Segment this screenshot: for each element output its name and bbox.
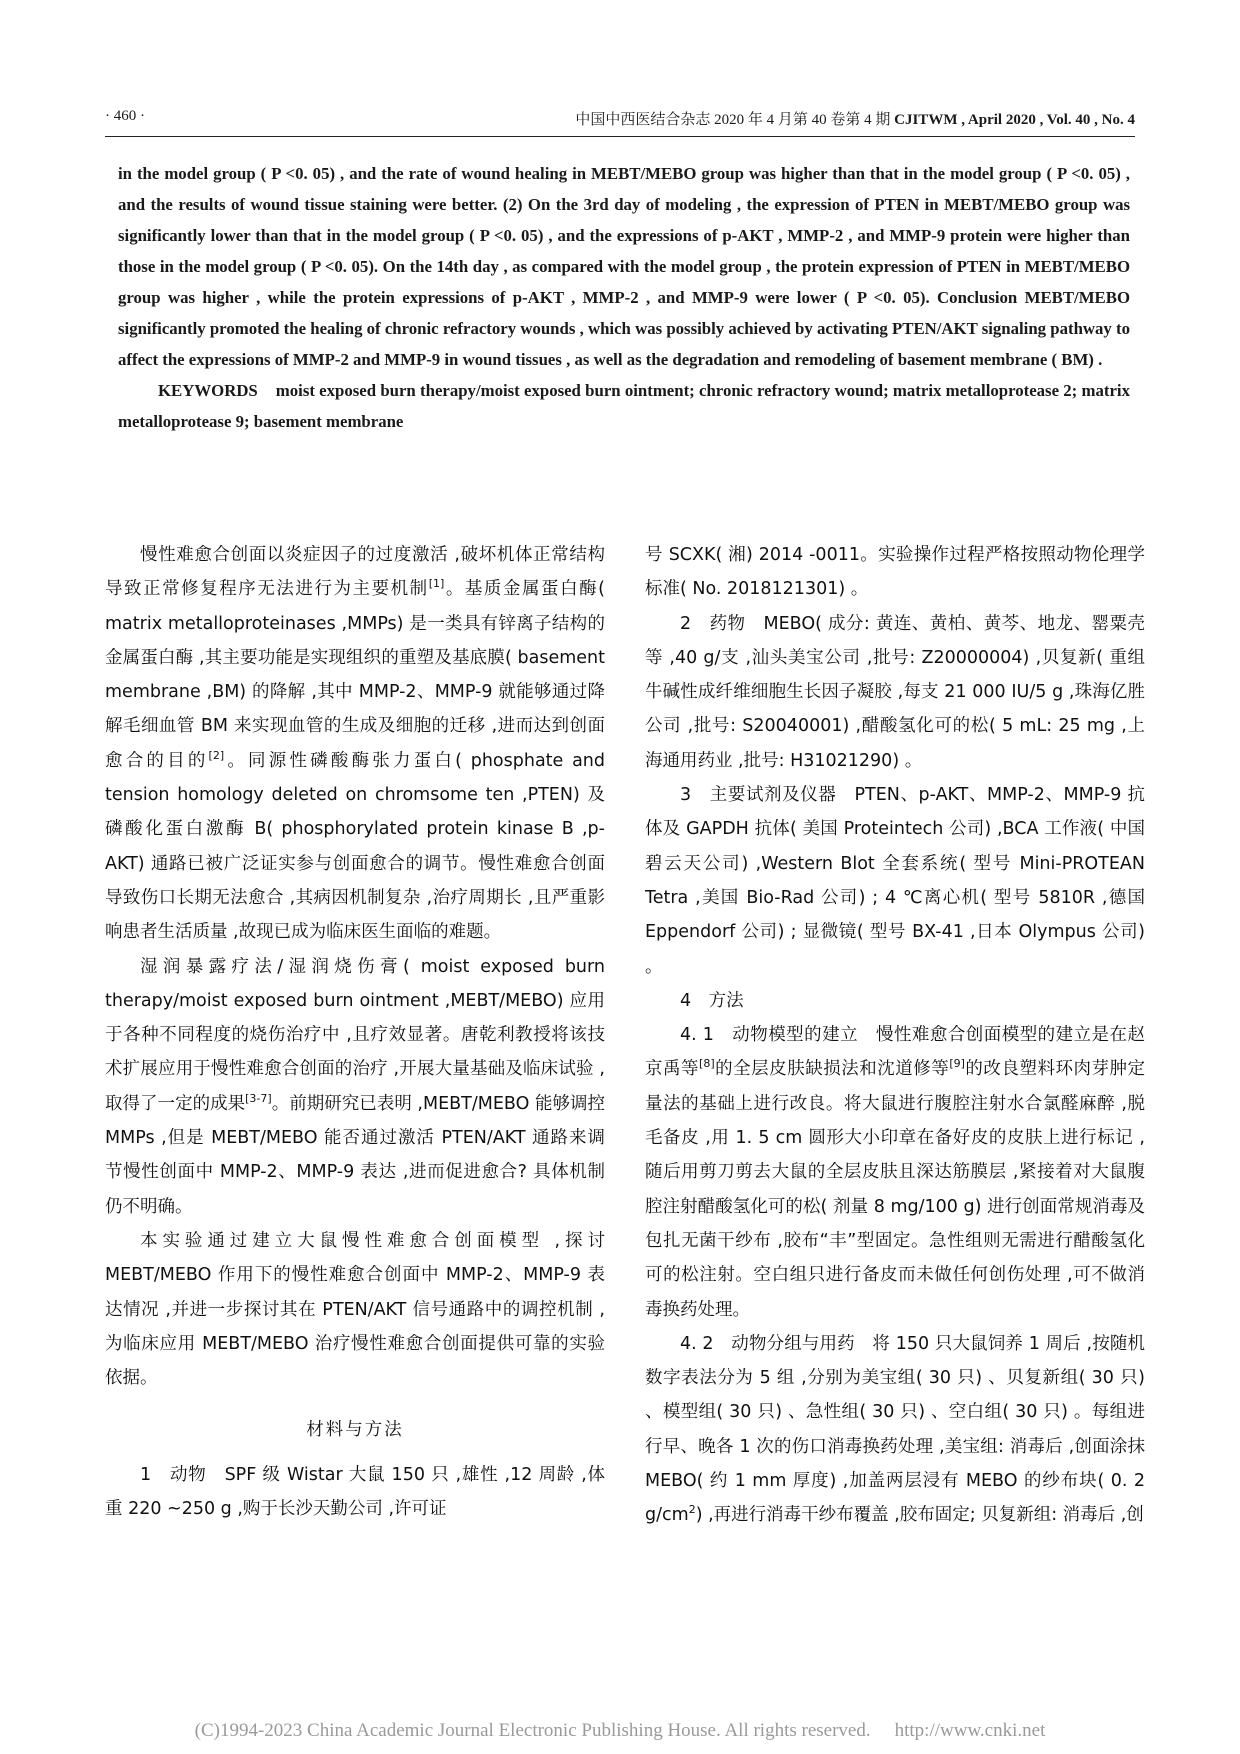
methods-drugs: 2 药物 MEBO( 成分: 黄连、黄柏、黄芩、地龙、罂粟壳等 ,40 g/支 ,汕头美宝公司 ,批号: Z20000004) ,贝复新( 重组牛碱性成纤维细胞生长因子凝胶 ,每支 21 000 IU/5 g ,珠海亿胜公司 ,批号: S20040001) ,醋酸氢化可的松( 5 mL: 25 mg ,上海通用药业 ,批号: H31021290) 。: [645, 613, 1145, 771]
intro-paragraph-1: [105, 538, 605, 950]
methods-reagents: 3 主要试剂及仪器 PTEN、p-AKT、MMP-2、MMP-9 抗体及 GAPDH 抗体( 美国 Proteintech 公司) ,BCA 工作液( 中国碧云天公司) ,Western Blot 全套系统( 型号 Mini-PROTEAN Tetra ,美国 Bio-Rad 公司) ; 4 ℃离心机( 型号 5810R ,德国 Eppendorf 公司) ; 显微镜( 型号 BX-41 ,日本 Olympus 公司) 。: [645, 785, 1145, 977]
running-header: [105, 108, 1135, 132]
citation-ref: [8]: [699, 1057, 715, 1071]
english-abstract: [118, 158, 1130, 437]
copyright-footer: [0, 1720, 1240, 1742]
citation-ref: [1]: [428, 577, 445, 591]
journal-english-citation: CJITWM , April 2020 , Vol. 40 , No. 4: [894, 112, 1135, 128]
keywords-label: KEYWORDS: [158, 381, 258, 400]
methods-text: ) ,再进行消毒干纱布覆盖 ,胶布固定; 贝复新组: 消毒后 ,创: [695, 1505, 1144, 1526]
section-title: 材料与方法: [306, 1420, 404, 1441]
methods-animals: 1 动物 SPF 级 Wistar 大鼠 150 只 ,雄性 ,12 周龄 ,体重 220 ~250 g ,购于长沙天勤公司 ,许可证: [105, 1464, 605, 1520]
intro-text: 湿润暴露疗法/湿润烧伤膏( moist exposed burn therapy/moist exposed burn ointment ,MEBT/MEBO) 应用于各种不同程度的烧伤治疗中 ,且疗效显著。唐乾利教授将该技术扩展应用于慢性难愈合创面的治疗 ,开展大量基础及临床试验 ,取得了一定的成果: [105, 956, 605, 1114]
journal-citation: [575, 108, 1135, 129]
intro-text: 。同源性磷酸酶张力蛋白( phosphate and tension homology deleted on chromsome ten ,PTEN) 及磷酸化蛋白激酶 B( phosphorylated protein kinase B ,p-AKT) 通路已被广泛证实参与创面愈合的调节。慢性难愈合创面导致伤口长期无法愈合 ,其病因机制复杂 ,治疗周期长 ,且严重影响患者生活质量 ,故现已成为临床医生面临的难题。: [105, 750, 606, 943]
citation-ref: [9]: [949, 1057, 965, 1071]
intro-text: 。基质金属蛋白酶( matrix metalloproteinases ,MMPs) 是一类具有锌离子结构的金属蛋白酶 ,其主要功能是实现组织的重塑及基底膜( basement membrane ,BM) 的降解 ,其中 MMP-2、MMP-9 就能够通过降解毛细血管 BM 来实现血管的生成及细胞的迁移 ,进而达到创面愈合的目的: [105, 579, 606, 771]
intro-paragraph-2: [105, 950, 605, 1224]
journal-chinese-title: 中国中西医结合杂志 2020 年 4 月第 40 卷第 4 期: [575, 112, 891, 128]
superscript: 2: [688, 1503, 696, 1517]
cnki-url: http://www.cnki.net: [894, 1720, 1046, 1741]
methods-animals-cont: 号 SCXK( 湘) 2014 -0011。实验操作过程严格按照动物伦理学标准( No. 2018121301) 。: [645, 545, 1145, 600]
copyright-text: (C)1994-2023 China Academic Journal Electronic Publishing House. All rights reserved.: [194, 1720, 871, 1741]
intro-text: 慢性难愈合创面以炎症因子的过度激活 ,破坏机体正常结构导致正常修复程序无法进行为主要机制: [105, 545, 605, 600]
methods-model: [645, 1018, 1145, 1327]
citation-ref: [3-7]: [245, 1091, 272, 1105]
right-column: [645, 538, 1145, 1533]
header-rule: [105, 136, 1135, 137]
left-column: [105, 538, 605, 1526]
methods-heading: 4 方法: [680, 990, 744, 1011]
citation-ref: [2]: [208, 748, 225, 762]
intro-text: 。前期研究已表明 ,MEBT/MEBO 能够调控 MMPs ,但是 MEBT/MEBO 能否通过激活 PTEN/AKT 通路来调节慢性创面中 MMP-2、MMP-9 表达 ,进而促进愈合? 具体机制仍不明确。: [105, 1093, 605, 1217]
methods-text: 的改良塑料环肉芽肿定量法的基础上进行改良。将大鼠进行腹腔注射水合氯醛麻醉 ,脱毛备皮 ,用 1. 5 cm 圆形大小印章在备好皮的皮肤上进行标记 ,随后用剪刀剪去大鼠的全层皮肤且深达筋膜层 ,紧接着对大鼠腹腔注射醋酸氢化可的松( 剂量 8 mg/100 g) 进行创面常规消毒及包扎无菌干纱布 ,胶布“丰”型固定。急性组则无需进行醋酸氢化可的松注射。空白组只进行备皮而未做任何创伤处理 ,可不做消毒换药处理。: [645, 1059, 1146, 1320]
methods-text: 4. 2 动物分组与用药 将 150 只大鼠饲养 1 周后 ,按随机数字表法分为 5 组 ,分别为美宝组( 30 只) 、贝复新组( 30 只) 、模型组( 30 只) 、急性组( 30 只) 、空白组( 30 只) 。每组进行早、晚各 1 次的伤口消毒换药处理 ,美宝组: 消毒后 ,创面涂抹 MEBO( 约 1 mm 厚度) ,加盖两层浸有 MEBO 的纱布块( 0. 2 g/cm: [645, 1333, 1145, 1526]
page-number: · 460 ·: [105, 108, 145, 124]
methods-grouping: [645, 1327, 1145, 1533]
keywords: [118, 375, 1130, 437]
methods-text: 的全层皮肤缺损法和沈道修等: [714, 1059, 950, 1080]
intro-paragraph-3: 本实验通过建立大鼠慢性难愈合创面模型 ,探讨 MEBT/MEBO 作用下的慢性难愈合创面中 MMP-2、MMP-9 表达情况 ,并进一步探讨其在 PTEN/AKT 信号通路中的调控机制 ,为临床应用 MEBT/MEBO 治疗慢性难愈合创面提供可靠的实验依据。: [105, 1230, 605, 1389]
abstract-text: in the model group ( P <0. 05) , and the rate of wound healing in MEBT/MEBO group was higher than that in the model group ( P <0. 05) , and the results of wound tissue staining were better. (2) On the 3rd day of modeling , the expression of PTEN in MEBT/MEBO group was significantly lower than that in the model group ( P <0. 05) , and the expressions of p-AKT , MMP-2 , and MMP-9 protein were higher than those in the model group ( P <0. 05). On the 14th day , as compared with the model group , the protein expression of PTEN in MEBT/MEBO group was higher , while the protein expressions of p-AKT , MMP-2 , and MMP-9 were lower ( P <0. 05). Conclusion MEBT/MEBO significantly promoted the healing of chronic refractory wounds , which was possibly achieved by activating PTEN/AKT signaling pathway to affect the expressions of MMP-2 and MMP-9 in wound tissues , as well as the degradation and remodeling of basement membrane ( BM) .: [118, 164, 1130, 369]
methods-text: 4. 1 动物模型的建立 慢性难愈合创面模型的建立是在赵京禹等: [645, 1025, 1145, 1080]
keywords-text: moist exposed burn therapy/moist exposed burn ointment; chronic refractory wound; matrix metalloprotease 2; matrix metalloprotease 9; basement membrane: [118, 381, 1130, 431]
